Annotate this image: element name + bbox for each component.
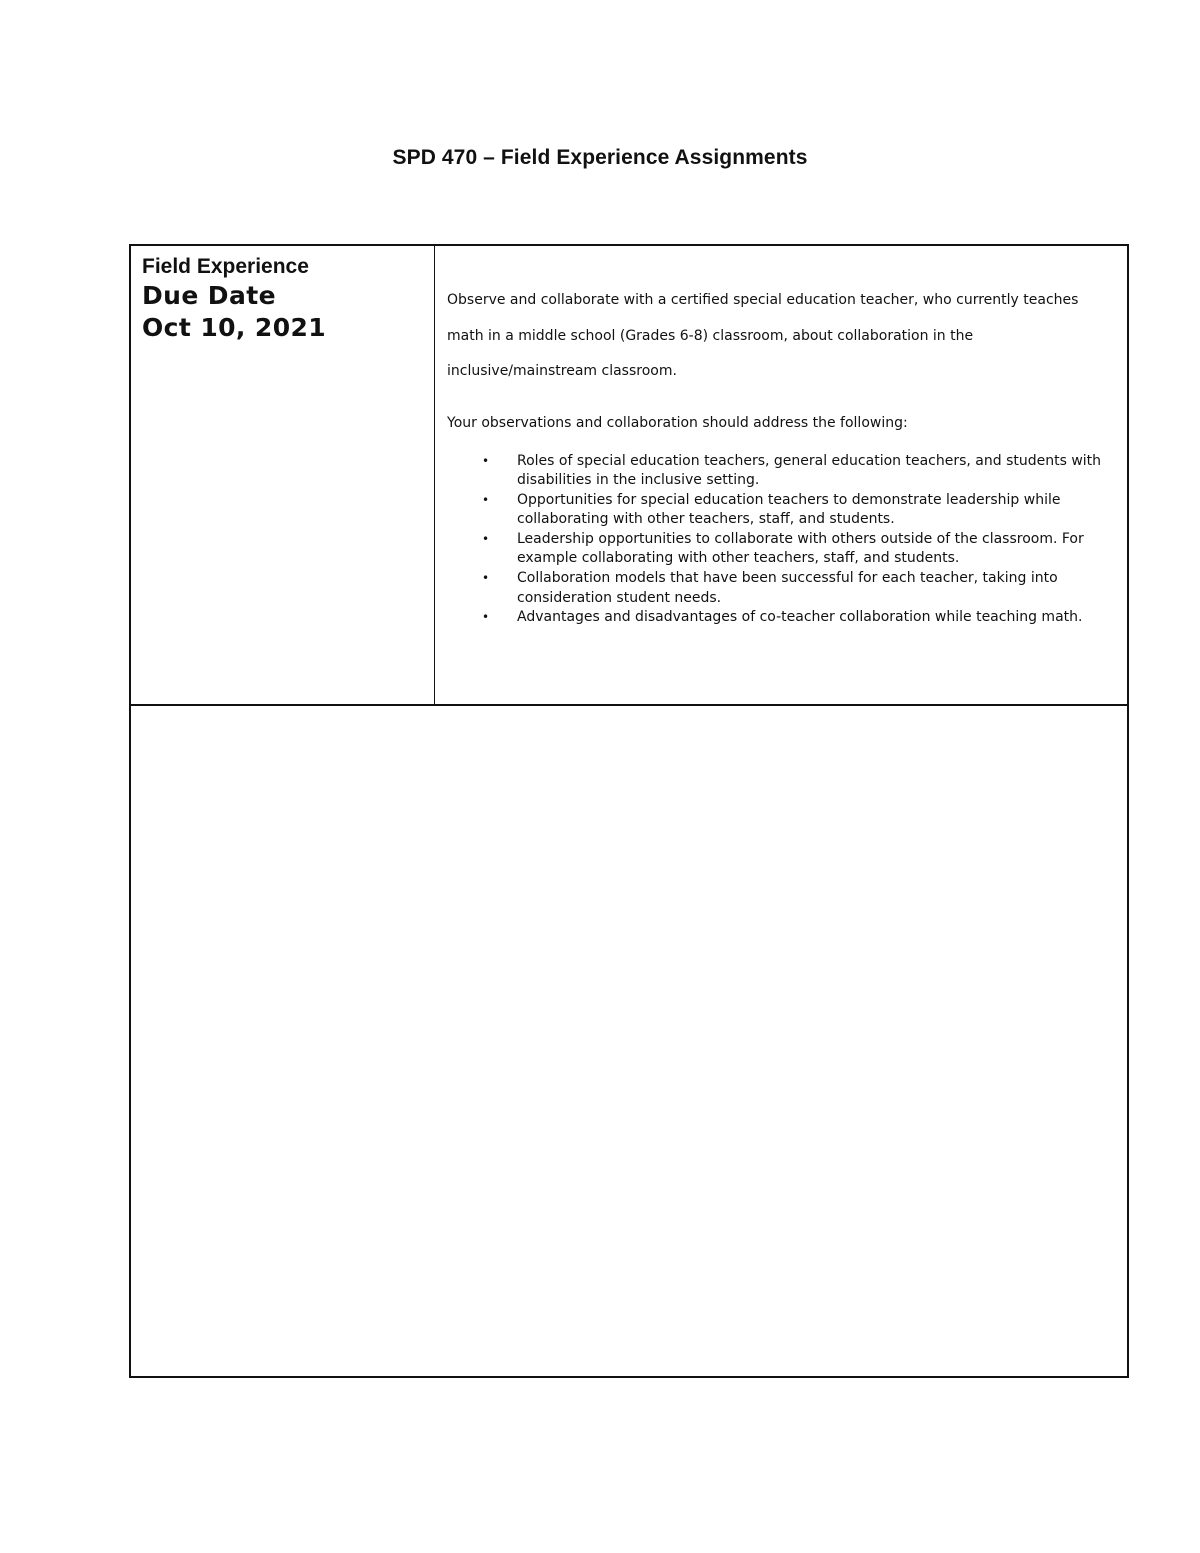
field-experience-heading: Field Experience xyxy=(142,255,309,278)
list-item xyxy=(447,491,1109,530)
list-item xyxy=(447,530,1109,569)
list-item-text: Leadership opportunities to collaborate with others outside of the classroom. For example collaborating with other teachers, staff, and students. xyxy=(517,530,1084,567)
bullet-icon: • xyxy=(482,571,490,586)
requirements-list xyxy=(447,452,1109,628)
assignment-intro: Observe and collaborate with a certified special education teacher, who currently teaches math in a middle school (Grades 6-8) classroom, about collaboration in the inclusive/mainstream classroom. xyxy=(447,292,1079,379)
assignment-info-cell xyxy=(131,246,435,704)
due-date-label: Due Date xyxy=(142,281,276,310)
list-item-text: Opportunities for special education teachers to demonstrate leadership while collaborating with other teachers, staff, and students. xyxy=(517,491,1061,528)
bullet-icon: • xyxy=(482,531,490,546)
assignment-table xyxy=(129,244,1129,1378)
table-row xyxy=(131,246,1127,706)
list-item xyxy=(447,608,1109,628)
bullet-icon: • xyxy=(482,453,490,468)
bullet-icon: • xyxy=(482,492,490,507)
list-item xyxy=(447,569,1109,608)
list-item xyxy=(447,452,1109,491)
list-item-text: Collaboration models that have been successful for each teacher, taking into consideration student needs. xyxy=(517,570,1058,606)
bullet-icon: • xyxy=(482,610,490,625)
list-item-text: Roles of special education teachers, general education teachers, and students with disabilities in the inclusive setting. xyxy=(517,452,1102,489)
document-title: SPD 470 – Field Experience Assignments xyxy=(392,146,808,169)
address-instructions: Your observations and collaboration should address the following: xyxy=(447,414,908,431)
list-item-text: Advantages and disadvantages of co-teacher collaboration while teaching math. xyxy=(517,609,1083,626)
assignment-description-cell xyxy=(435,246,1127,704)
response-area xyxy=(131,706,1127,1376)
due-date-value: Oct 10, 2021 xyxy=(142,313,327,342)
